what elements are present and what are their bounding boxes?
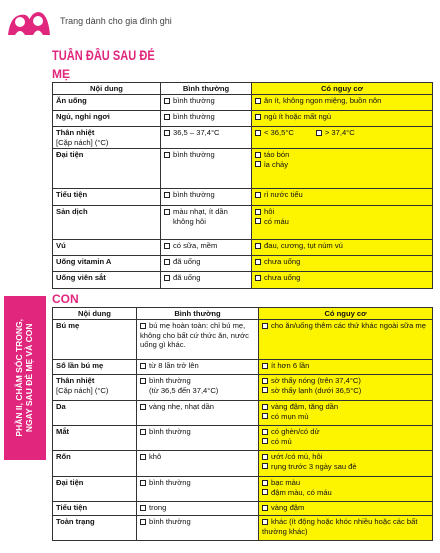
row-label-cell	[53, 272, 161, 289]
normal-option: (từ 36,5 đến 37,4°C)	[149, 385, 219, 395]
table-row	[53, 375, 433, 401]
normal-option: bình thường	[149, 517, 191, 527]
checkbox[interactable]	[262, 323, 268, 329]
normal-cell	[161, 256, 252, 272]
checkbox[interactable]	[262, 463, 268, 469]
checkbox[interactable]	[164, 192, 170, 198]
normal-cell	[161, 189, 252, 206]
normal-cell	[161, 149, 252, 189]
normal-option: bình thường	[173, 96, 215, 106]
normal-cell	[161, 127, 252, 149]
normal-option: không hôi	[173, 216, 206, 226]
risk-cell	[259, 401, 433, 426]
checkbox[interactable]	[255, 209, 261, 215]
table-row	[53, 240, 433, 256]
row-label-cell	[53, 256, 161, 272]
checkbox[interactable]	[262, 505, 268, 511]
risk-option: rụng trước 3 ngày sau đẻ	[271, 461, 357, 471]
checkbox[interactable]	[140, 323, 146, 329]
risk-option: táo bón	[264, 150, 290, 160]
row-label-note: [Cặp nách] (°C)	[56, 137, 109, 147]
checkbox[interactable]	[164, 243, 170, 249]
header-banner	[6, 7, 306, 37]
checkbox[interactable]	[262, 454, 268, 460]
normal-cell	[161, 240, 252, 256]
table-row	[53, 111, 433, 127]
checkbox[interactable]	[262, 413, 268, 419]
row-label: Tiểu tiện	[56, 503, 88, 513]
row-label-cell	[53, 189, 161, 206]
normal-option: bú mẹ hoàn toàn: chỉ bú mẹ, không cho bất cứ thức ăn, nước uống gì khác.	[140, 321, 249, 350]
risk-option: sờ thấy lạnh (dưới 36,5°C)	[271, 385, 362, 395]
row-label-cell	[53, 95, 161, 111]
risk-cell	[252, 95, 433, 111]
row-label-cell	[53, 451, 137, 477]
checkbox[interactable]	[262, 387, 268, 393]
checkbox[interactable]	[262, 378, 268, 384]
section-title-me: MẸ	[52, 67, 70, 81]
row-label-cell	[53, 426, 137, 451]
checkbox[interactable]	[140, 429, 146, 435]
row-label: Số lần bú mẹ	[56, 361, 104, 371]
risk-cell	[259, 516, 433, 541]
row-label: Uống vitamin A	[56, 257, 112, 267]
table-row	[53, 272, 433, 289]
normal-cell	[137, 502, 259, 516]
column-header: Nội dung	[53, 83, 161, 95]
risk-option: đậm màu, có máu	[271, 487, 332, 497]
checkbox[interactable]	[262, 363, 268, 369]
risk-option: ỉa chảy	[264, 159, 289, 169]
normal-option: màu nhạt, ít dần	[173, 207, 228, 217]
checkbox[interactable]	[262, 429, 268, 435]
risk-cell	[252, 149, 433, 189]
row-label-cell	[53, 240, 161, 256]
risk-cell	[252, 189, 433, 206]
normal-option: bình thường	[149, 478, 191, 488]
table-row	[53, 127, 433, 149]
row-label: Rốn	[56, 452, 71, 462]
page-heading: TUẦN ĐẦU SAU ĐẺ	[52, 48, 155, 63]
column-header: Bình thường	[161, 83, 252, 95]
table-row	[53, 320, 433, 360]
row-label: Đại tiện	[56, 478, 84, 488]
normal-option: đã uống	[173, 273, 201, 283]
mother-table	[52, 82, 433, 289]
checkbox[interactable]	[255, 192, 261, 198]
row-label-cell	[53, 127, 161, 149]
risk-option: có máu	[264, 216, 289, 226]
risk-option: < 36,5°C	[264, 128, 294, 138]
checkbox[interactable]	[262, 480, 268, 486]
checkbox[interactable]	[255, 275, 261, 281]
column-header: Bình thường	[137, 308, 259, 320]
section-title-con: CON	[52, 292, 79, 306]
normal-cell	[137, 451, 259, 477]
row-label-cell	[53, 401, 137, 426]
normal-option: từ 8 lần trở lên	[149, 361, 199, 371]
risk-option: chưa uống	[264, 257, 301, 267]
risk-cell	[259, 426, 433, 451]
risk-cell	[252, 256, 433, 272]
checkbox[interactable]	[164, 275, 170, 281]
normal-cell	[137, 320, 259, 360]
risk-option: cho ăn/uống thêm các thứ khác ngoài sữa mẹ	[271, 321, 426, 331]
risk-option: > 37,4°C	[324, 128, 355, 138]
risk-option: đau, cương, tụt núm vú	[264, 241, 343, 251]
checkbox[interactable]	[164, 259, 170, 265]
normal-cell	[137, 426, 259, 451]
checkbox[interactable]	[140, 363, 146, 369]
checkbox[interactable]	[164, 130, 170, 136]
table-row	[53, 360, 433, 375]
row-label-cell	[53, 149, 161, 189]
checkbox[interactable]	[140, 378, 146, 384]
normal-option: đã uống	[173, 257, 201, 267]
table-row	[53, 502, 433, 516]
normal-option: bình thường	[149, 427, 191, 437]
row-label-note: [Cặp nách] (°C)	[56, 385, 109, 395]
risk-option: sờ thấy nóng (trên 37,4°C)	[271, 376, 361, 386]
risk-cell	[259, 477, 433, 502]
table-row	[53, 206, 433, 240]
risk-option: ít hơn 6 lần	[271, 361, 310, 371]
normal-cell	[137, 360, 259, 375]
row-label: Sản dịch	[56, 207, 88, 217]
risk-option: ướt /có mủ, hôi	[271, 452, 323, 462]
risk-option: có mủ	[271, 436, 292, 446]
risk-cell	[252, 272, 433, 289]
side-tab-line: NGAY SAU ĐẺ MẸ VÀ CON	[24, 323, 34, 433]
row-label: Toàn trạng	[56, 517, 95, 527]
checkbox[interactable]	[140, 480, 146, 486]
column-header: Nội dung	[53, 308, 137, 320]
checkbox[interactable]	[262, 404, 268, 410]
column-header: Có nguy cơ	[252, 83, 433, 95]
normal-option: bình thường	[173, 150, 215, 160]
normal-option: khô	[149, 452, 162, 462]
checkbox[interactable]	[316, 130, 322, 136]
risk-option: bạc màu	[271, 478, 301, 488]
checkbox[interactable]	[140, 404, 146, 410]
row-label: Uống viên sắt	[56, 273, 106, 283]
risk-cell	[252, 206, 433, 240]
risk-cell	[259, 375, 433, 401]
risk-cell	[259, 451, 433, 477]
checkbox[interactable]	[164, 209, 170, 215]
risk-option: vàng đậm	[271, 503, 305, 513]
table-row	[53, 95, 433, 111]
checkbox[interactable]	[255, 259, 261, 265]
banner-text: Trang dành cho gia đình ghi	[60, 16, 172, 26]
row-label-cell	[53, 477, 137, 502]
risk-option: ăn ít, không ngon miệng, buồn nôn	[264, 96, 382, 106]
risk-cell	[252, 240, 433, 256]
checkbox[interactable]	[255, 152, 261, 158]
side-tab-line: PHẦN II, CHĂM SÓC TRONG,	[14, 319, 25, 437]
risk-option: ngủ ít hoặc mất ngủ	[264, 112, 332, 122]
table-row	[53, 516, 433, 541]
checkbox[interactable]	[164, 152, 170, 158]
risk-cell	[252, 127, 433, 149]
normal-cell	[161, 95, 252, 111]
normal-option: có sữa, mềm	[173, 241, 218, 251]
row-label: Mắt	[56, 427, 70, 437]
row-label-cell	[53, 206, 161, 240]
row-label-cell	[53, 502, 137, 516]
normal-option: bình thường	[173, 190, 215, 200]
normal-cell	[161, 272, 252, 289]
checkbox[interactable]	[255, 161, 261, 167]
normal-option: trong	[149, 503, 167, 513]
risk-option: vàng đậm, tăng dần	[271, 402, 339, 412]
row-label: Vú	[56, 241, 66, 251]
normal-cell	[137, 516, 259, 541]
row-label-cell	[53, 111, 161, 127]
row-label: Thân nhiệt	[56, 128, 95, 138]
table-row	[53, 451, 433, 477]
risk-option: có mụn mủ	[271, 411, 309, 421]
row-label: Bú mẹ	[56, 321, 80, 331]
row-label-cell	[53, 320, 137, 360]
checkbox[interactable]	[164, 114, 170, 120]
normal-cell	[161, 111, 252, 127]
section-side-tab	[4, 296, 46, 460]
checkbox[interactable]	[262, 519, 268, 525]
risk-option: khác (ít động hoặc khóc nhiều hoặc các bất thường khác)	[262, 517, 418, 536]
family-logo-icon	[6, 7, 52, 37]
normal-cell	[137, 401, 259, 426]
checkbox[interactable]	[255, 98, 261, 104]
normal-option: bình thường	[173, 112, 215, 122]
table-row	[53, 256, 433, 272]
checkbox[interactable]	[140, 454, 146, 460]
row-label: Đại tiện	[56, 150, 84, 160]
risk-option: rỉ nước tiểu	[264, 190, 303, 200]
row-label: Tiểu tiện	[56, 190, 88, 200]
checkbox[interactable]	[140, 505, 146, 511]
table-row	[53, 401, 433, 426]
normal-option: 36,5 – 37,4°C	[173, 128, 220, 138]
risk-cell	[259, 360, 433, 375]
row-label: Ăn uống	[56, 96, 87, 106]
risk-cell	[252, 111, 433, 127]
checkbox[interactable]	[255, 218, 261, 224]
checkbox[interactable]	[140, 519, 146, 525]
row-label: Ngủ, nghỉ ngơi	[56, 112, 110, 122]
row-label: Thân nhiệt	[56, 376, 95, 386]
row-label-cell	[53, 360, 137, 375]
normal-cell	[161, 206, 252, 240]
normal-cell	[137, 477, 259, 502]
row-label: Da	[56, 402, 66, 412]
row-label-cell	[53, 516, 137, 541]
checkbox[interactable]	[255, 243, 261, 249]
checkbox[interactable]	[255, 130, 261, 136]
normal-option: bình thường	[149, 376, 191, 386]
row-label-cell	[53, 375, 137, 401]
risk-cell	[259, 502, 433, 516]
risk-option: chưa uống	[264, 273, 301, 283]
checkbox[interactable]	[255, 114, 261, 120]
normal-option: vàng nhẹ, nhạt dần	[149, 402, 215, 412]
table-row	[53, 477, 433, 502]
checkbox[interactable]	[164, 98, 170, 104]
checkbox[interactable]	[262, 489, 268, 495]
risk-option: hôi	[264, 207, 275, 217]
table-row	[53, 149, 433, 189]
table-row	[53, 426, 433, 451]
risk-option: có ghèn/có dử	[271, 427, 320, 437]
risk-cell	[259, 320, 433, 360]
normal-cell	[137, 375, 259, 401]
table-row	[53, 189, 433, 206]
column-header: Có nguy cơ	[259, 308, 433, 320]
child-table	[52, 307, 433, 541]
checkbox[interactable]	[262, 438, 268, 444]
